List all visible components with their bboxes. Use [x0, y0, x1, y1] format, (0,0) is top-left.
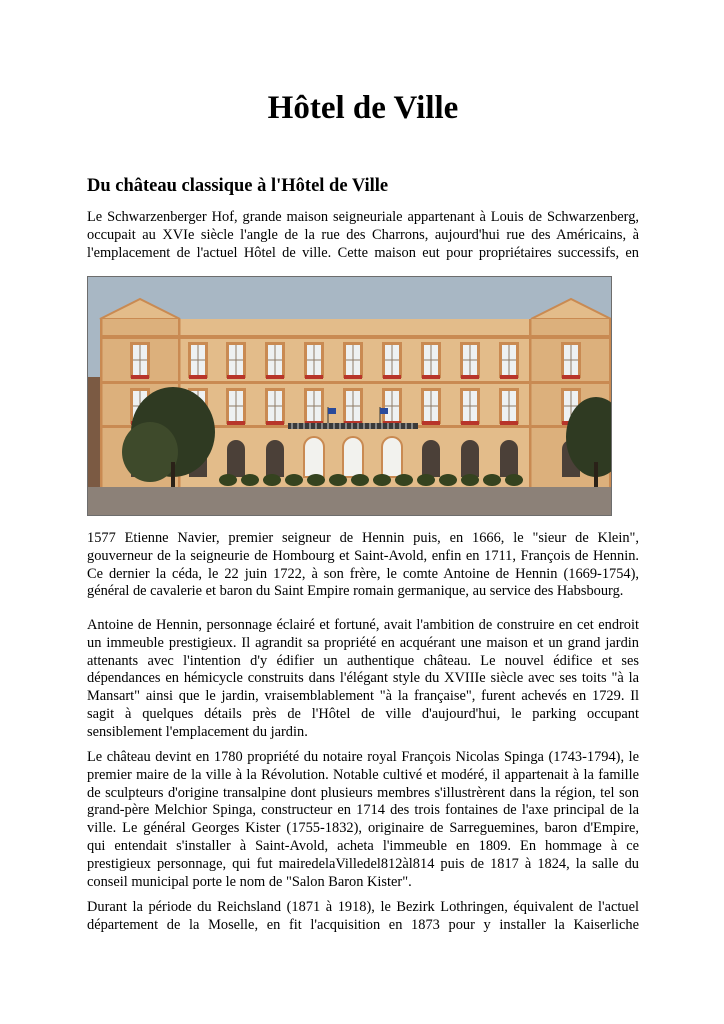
- flag: [380, 408, 388, 414]
- shrub: [241, 474, 259, 486]
- string-course-upper: [100, 381, 611, 384]
- flower-box: [500, 375, 518, 379]
- shrub: [439, 474, 457, 486]
- text-line: qui entendait s'installer à Saint-Avold, acheta l'immeuble en 1809. En hommage à ce: [87, 837, 639, 854]
- flower-box: [266, 421, 284, 425]
- text-line: grand-père Melchior Spinga, constructeur en 1714 des trois fontaines de l'axe principal de la: [87, 802, 639, 819]
- flower-box: [344, 375, 362, 379]
- text-line: ville. Le général Georges Kister (1755-1832), originaire de Sarreguemines, baron d'Empire,: [87, 820, 639, 837]
- balcony: [288, 423, 418, 429]
- shrub: [307, 474, 325, 486]
- flower-box: [189, 375, 207, 379]
- text-line: occupait au XVIe siècle l'angle de la rue des Charrons, aujourd'hui rue des Américains, à: [87, 226, 639, 243]
- flower-box: [461, 421, 479, 425]
- text-line: un immeuble prestigieux. Il agrandit sa propriété en acquérant une maison et un grand jardin: [87, 634, 639, 651]
- entrance-door: [343, 437, 363, 477]
- tree-left-foliage: [122, 422, 178, 482]
- flower-box: [422, 375, 440, 379]
- cornice: [100, 335, 611, 339]
- page-title: Hôtel de Ville: [267, 90, 459, 126]
- entrance-door: [304, 437, 324, 477]
- flower-box: [500, 421, 518, 425]
- text-line: Le Schwarzenberger Hof, grande maison seigneuriale appartenant à Louis de Schwarzenberg,: [87, 209, 639, 225]
- flag: [328, 408, 336, 414]
- text-line: Mansart" ainsi que le jardin, vraisemblablement "à la française", furent achevés en 1729. Il: [87, 688, 639, 705]
- paragraph-5: [87, 899, 639, 935]
- flower-box: [266, 375, 284, 379]
- entrance-door: [382, 437, 402, 477]
- arched-opening: [500, 440, 518, 477]
- text-line: attenants avec l'intention d'y édifier un authentique château. Le nouvel édifice et ses: [87, 652, 639, 669]
- paragraph-3: [87, 617, 639, 742]
- flower-box: [383, 375, 401, 379]
- flower-box: [461, 375, 479, 379]
- text-line: premier maire de la ville à la Révolution. Notable cultivé et modéré, il appartenait à la famille: [87, 766, 639, 783]
- section-heading: Du château classique à l'Hôtel de Ville: [87, 176, 389, 196]
- building-illustration: [88, 277, 612, 516]
- tree-right-trunk: [594, 462, 598, 487]
- shrub: [417, 474, 435, 486]
- arched-opening: [227, 440, 245, 477]
- text-line: sagit à quelques détails près de l'Hôtel de ville d'aujourd'hui, le parking occupant: [87, 705, 639, 722]
- pilaster: [100, 319, 103, 487]
- paragraph-2: [87, 530, 639, 601]
- arched-opening: [461, 440, 479, 477]
- text-line: général de cavalerie et baron du Saint Empire romain germanique, au service des Habsbourg.: [87, 583, 624, 600]
- shrub: [219, 474, 237, 486]
- shrub: [329, 474, 347, 486]
- shrub: [373, 474, 391, 486]
- text-line: 1577 Etienne Navier, premier seigneur de Hennin puis, en 1666, le "sieur de Klein",: [87, 530, 639, 546]
- pavement: [88, 482, 612, 516]
- paragraph-1: [87, 209, 639, 262]
- text-line: Ce dernier la céda, le 22 juin 1722, à son frère, le comte Antoine de Hennin (1669-1754),: [87, 565, 639, 582]
- flower-box: [305, 375, 323, 379]
- text-line: prestigieux personnage, qui fut mairedelaVilledel812àl814 puis de 1817 à 1824, la salle du: [87, 855, 639, 872]
- shrub: [505, 474, 523, 486]
- text-line: département de la Moselle, en fit l'acquisition en 1873 pour y installer la Kaiserliche: [87, 916, 639, 933]
- text-line: gouverneur de la seigneurie de Hombourg et Saint-Avold, enfin en 1711, François de Hennin.: [87, 547, 639, 564]
- flower-box: [422, 421, 440, 425]
- shrub: [395, 474, 413, 486]
- text-line: dépendances en hémicycle construits dans l'élégant style du XVIIIe siècle avec ses toits "à la: [87, 670, 639, 687]
- tree-left-trunk: [171, 462, 175, 487]
- hotel-de-ville-photo: [87, 276, 612, 516]
- paragraph-4: [87, 749, 639, 891]
- text-line: l'emplacement de l'actuel Hôtel de ville. Cette maison eut pour propriétaires successifs, en: [87, 244, 639, 261]
- shrub: [483, 474, 501, 486]
- flower-box: [227, 375, 245, 379]
- pilaster: [529, 319, 532, 487]
- text-line: conseil municipal porte le nom de "Salon Baron Kister".: [87, 873, 412, 890]
- text-line: Le château devint en 1780 propriété du notaire royal François Nicolas Spinga (1743-1794), le: [87, 749, 639, 765]
- neighbor-building: [88, 377, 100, 487]
- text-line: sensiblement l'emplacement du jardin.: [87, 723, 308, 740]
- arched-opening: [422, 440, 440, 477]
- text-line: Antoine de Hennin, personnage éclairé et fortuné, avait l'ambition de construire en cet endroit: [87, 617, 639, 633]
- flower-box: [227, 421, 245, 425]
- shrub: [285, 474, 303, 486]
- flower-box: [562, 375, 580, 379]
- shrub: [263, 474, 281, 486]
- text-line: de sculpteurs d'origine transalpine dont plusieurs membres s'illustrèrent dans la région, tel son: [87, 784, 639, 801]
- shrub: [461, 474, 479, 486]
- flower-box: [131, 375, 149, 379]
- text-line: Durant la période du Reichsland (1871 à 1918), le Bezirk Lothringen, équivalent de l'actuel: [87, 899, 639, 915]
- arched-opening: [266, 440, 284, 477]
- shrub: [351, 474, 369, 486]
